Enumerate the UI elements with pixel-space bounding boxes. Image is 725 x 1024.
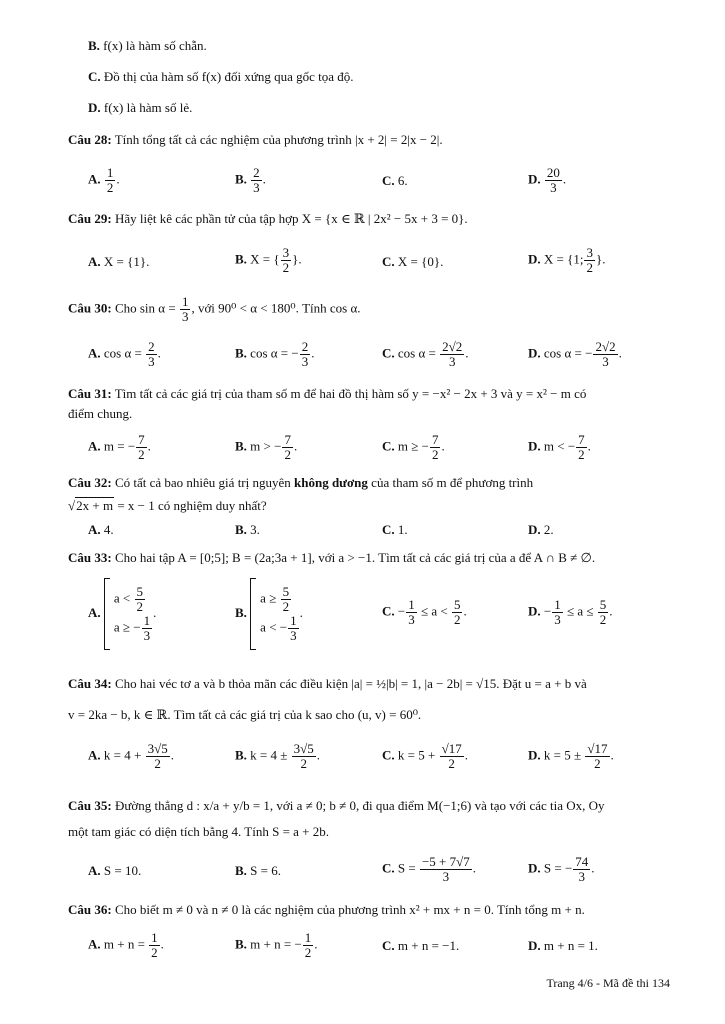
q32-option-c: C. 1. [382,522,408,537]
q28-question: Câu 28: Tính tổng tất cả các nghiệm của phương trình |x + 2| = 2|x − 2|. [68,132,443,147]
q29-option-d: D. X = {1; $\frac{3}{2}$ }. [528,245,606,275]
q34-question: Câu 34: Cho hai véc tơ a và b thỏa mãn các điều kiện |a| = ½|b| = 1, |a − 2b| = √15. Đặt u = a + b và [68,676,587,691]
q35-option-d: D. S = − $\frac{74}{3}$ . [528,854,595,884]
q36-option-d: D. m + n = 1. [528,938,598,953]
q36-question: Câu 36: Cho biết m ≠ 0 và n ≠ 0 là các nghiệm của phương trình x² + mx + n = 0. Tính tổng m + n. [68,902,585,917]
q29-question: Câu 29: Hãy liệt kê các phần tử của tập hợp X = {x ∈ ℝ | 2x² − 5x + 3 = 0}. [68,211,468,226]
q31-option-b: B. m > − $\frac{7}{2}$ . [235,432,298,462]
q35-option-b: B. S = 6. [235,863,281,878]
q32-question-cont: √2x + m = x − 1 có nghiệm duy nhất? [68,498,267,513]
q30-option-c: C. cos α = $\frac{2√2}{3}$ . [382,339,469,369]
q33-option-b: B. a ≥ $\frac{5}{2}$ a < − $\frac{1}{3}$ . [235,578,303,650]
q30-option-b: B. cos α = − $\frac{2}{3}$ . [235,339,315,369]
q33-option-a: A. a < $\frac{5}{2}$ a ≥ − $\frac{1}{3}$ . [88,578,156,650]
q36-option-c: C. m + n = −1. [382,938,460,953]
q30-question: Câu 30: Cho sin α = $\frac{1}{3}$ , với 90⁰ < α < 180⁰. Tính cos α. [68,294,361,324]
q31-option-d: D. m < − $\frac{7}{2}$ . [528,432,591,462]
q31-question-cont: điểm chung. [68,406,133,421]
q28-option-d: D. $\frac{20}{3}$ . [528,165,567,195]
q35-question: Câu 35: Đường thẳng d : x/a + y/b = 1, với a ≠ 0; b ≠ 0, đi qua điểm M(−1;6) và tạo với các tia Ox, Oy [68,798,605,813]
q32-question: Câu 32: Có tất cả bao nhiêu giá trị nguyên không dương của tham số m để phương trình [68,475,534,490]
q31-option-a: A. m = − $\frac{7}{2}$ . [88,432,151,462]
q34-question-cont: v = 2ka − b, k ∈ ℝ. Tìm tất cả các giá trị của k sao cho (u, v) = 60⁰. [68,707,422,722]
q27-option-c: C. Đồ thị của hàm số f(x) đối xứng qua gốc tọa độ. [88,69,354,84]
q32-option-a: A. 4. [88,522,114,537]
q29-option-a: A. X = {1}. [88,254,150,269]
q32-option-d: D. 2. [528,522,554,537]
q35-option-a: A. S = 10. [88,863,142,878]
q28-option-c: C. 6. [382,173,408,188]
q27-option-d: D. f(x) là hàm số lẻ. [88,100,193,115]
q34-option-a: A. k = 4 + $\frac{3√5}{2}$ . [88,741,174,771]
q34-option-b: B. k = 4 ± $\frac{3√5}{2}$ . [235,741,321,771]
q28-option-a: A. $\frac{1}{2}$ . [88,165,120,195]
q30-option-d: D. cos α = − $\frac{2√2}{3}$ . [528,339,622,369]
q33-option-c: C. − $\frac{1}{3}$ ≤ a < $\frac{5}{2}$ . [382,597,467,627]
q29-option-c: C. X = {0}. [382,254,444,269]
page-footer: Trang 4/6 - Mã đề thi 134 [546,976,670,990]
q34-option-d: D. k = 5 ± $\frac{√17}{2}$ . [528,741,614,771]
q33-question: Câu 33: Cho hai tập A = [0;5]; B = (2a;3a + 1], với a > −1. Tìm tất cả các giá trị của a để A ∩ B ≠ ∅. [68,550,596,565]
q32-option-b: B. 3. [235,522,260,537]
q30-option-a: A. cos α = $\frac{2}{3}$ . [88,339,161,369]
q31-option-c: C. m ≥ − $\frac{7}{2}$ . [382,432,445,462]
q29-option-b: B. X = { $\frac{3}{2}$ }. [235,245,302,275]
q31-question: Câu 31: Tìm tất cả các giá trị của tham số m để hai đồ thị hàm số y = −x² − 2x + 3 và y = x² − m có [68,386,587,401]
q28-option-b: B. $\frac{2}{3}$ . [235,165,266,195]
q35-option-c: C. S = $\frac{-5 + 7√7}{3}$ . [382,854,477,884]
q33-option-d: D. − $\frac{1}{3}$ ≤ a ≤ $\frac{5}{2}$ . [528,597,613,627]
q35-question-cont: một tam giác có diện tích bằng 4. Tính S = a + 2b. [68,824,330,839]
q27-option-b: B. f(x) là hàm số chẵn. [88,38,207,53]
q36-option-b: B. m + n = − $\frac{1}{2}$ . [235,930,318,960]
q36-option-a: A. m + n = $\frac{1}{2}$ . [88,930,164,960]
q34-option-c: C. k = 5 + $\frac{√17}{2}$ . [382,741,468,771]
